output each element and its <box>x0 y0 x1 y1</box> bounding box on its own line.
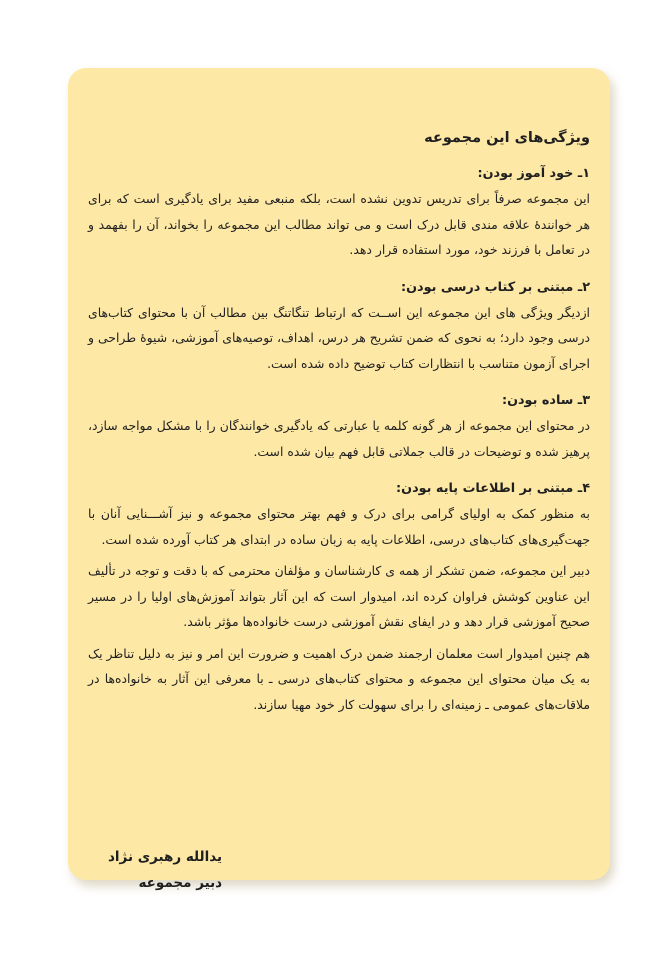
document-body <box>88 126 590 730</box>
content-card <box>68 68 610 891</box>
section-body: این مجموعه صرفاً برای تدریس تدوین نشده است، بلکه منبعی مفید برای یادگیری است که برای هر خوانندهٔ علاقه مندی قابل درک است و می تواند مطالب این مجموعه را بخواند، آن را بفهمد و در تعامل با فرزند خود، مورد استفاده قرار دهد. <box>88 191 590 257</box>
section-heading: ۳ـ ساده بودن: <box>501 393 590 408</box>
closing-paragraph: هم چنین امیدوار است معلمان ارجمند ضمن درک اهمیت و ضرورت این امر و نیز به دلیل تناظر یک به یک میان محتوای این مجموعه و محتوای کتاب‌های درسی ـ با معرفی این آثار به خانواده‌ها در ملاقات‌های عمومی ـ زمینه‌ای را برای سهولت کار خود مهیا سازند. <box>88 645 590 712</box>
section-heading: ۲ـ مبتنی بر کتاب درسی بودن: <box>401 279 590 295</box>
section-body: به منظور کمک به اولیای گرامی برای درک و فهم بهتر محتوای مجموعه و نیز آشـــنایی آنان با جهت‌گیری‌های کتاب‌های درسی، اطلاعات پایه به زبان ساده در ابتدای هر کتاب آورده شده است. <box>88 506 590 547</box>
signature-role: دبیر مجموعه <box>138 875 223 891</box>
section-heading: ۴ـ مبتنی بر اطلاعات پایه بودن: <box>396 481 590 496</box>
signature-name: یدالله رهبری نژاد <box>108 849 223 865</box>
section-body: ازدیگر ویژگی های این مجموعه این اســت که ارتباط تنگاتنگ بین مطالب آن با محتوای کتاب‌های درسی وجود دارد؛ به نحوی که ضمن تشریح هر درس، اهداف، توصیه‌های آموزشی، شیوهٔ طراحی و اجرای آزمون متناسب با انتظارات کتاب توضیح داده شده است. <box>88 304 590 371</box>
section-body: در محتوای این مجموعه از هر گونه کلمه یا عبارتی که یادگیری خوانندگان را با مشکل مواجه سازد، پرهیز شده و توضیحات در قالب جملاتی قابل فهم بیان شده است. <box>88 418 590 459</box>
signature-block <box>108 844 222 896</box>
closing-paragraph: دبیر این مجموعه، ضمن تشکر از همه ی کارشناسان و مؤلفان محترمی که با دقت و توجه در تألیف این عناوین کوشش فراوان کرده اند، امیدوار است که این آثار بتواند آموزش‌های اولیا را در مسیر صحیح آموزشی قرار دهد و در ایفای نقش آموزشی درست خانواده‌ها مؤثر باشد. <box>88 563 590 629</box>
page-title: ویژگی‌های این مجموعه <box>424 130 590 146</box>
section-heading: ۱ـ خود آموز بودن: <box>477 166 590 181</box>
